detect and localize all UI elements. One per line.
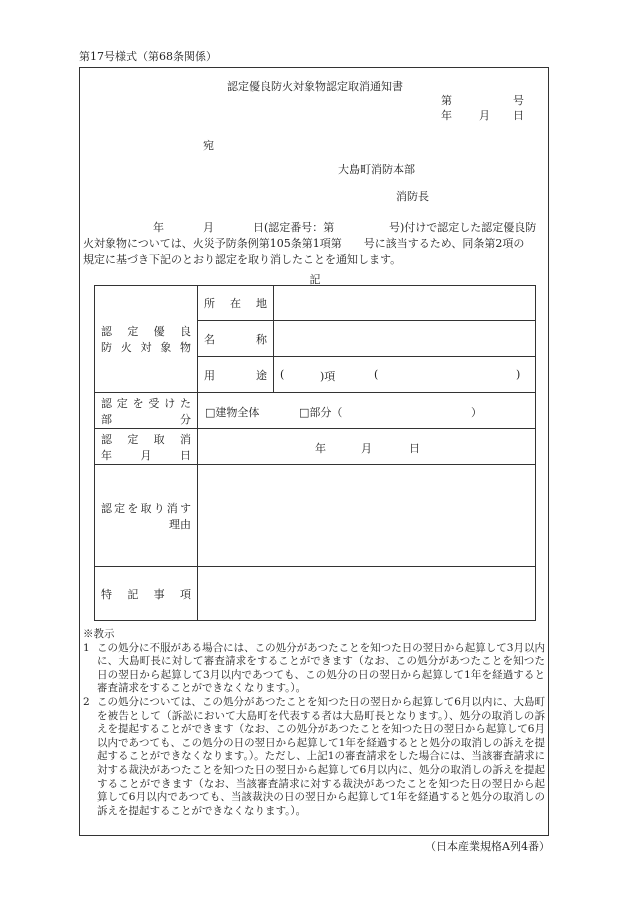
form-number: 第17号様式（第68条関係） (79, 50, 217, 63)
date-day: 日 (513, 109, 524, 122)
use-paren-open: ( (280, 367, 285, 381)
use-paren2-open: ( (374, 367, 379, 381)
notes-field[interactable] (198, 567, 536, 621)
notice-heading: ※教示 (83, 628, 115, 640)
addressee-suffix: 宛 (203, 139, 214, 152)
details-table (94, 285, 536, 621)
body-line2: 火対象物については、火災予防条例第105条第1項第 号に該当するため、同条第2項の (83, 237, 525, 250)
scope-label-line1: 認 定 を 受 け た (101, 396, 191, 410)
scope-part-close: ） (471, 405, 482, 419)
cancel-year: 年 (315, 441, 326, 455)
scope-label-cell (95, 393, 198, 429)
scope-field[interactable] (198, 393, 536, 429)
cancel-date-field[interactable] (198, 429, 536, 465)
notes-label: 特 記 事 項 (101, 587, 191, 601)
ki-mark: 記 (309, 273, 321, 286)
use-kou: )項 (320, 369, 336, 383)
body-year: 年 (153, 221, 164, 234)
date-year: 年 (441, 109, 452, 122)
scope-whole-checkbox[interactable]: □建物全体 (205, 405, 260, 419)
name-field[interactable] (274, 321, 536, 357)
scope-part-checkbox[interactable]: □部分（ (299, 405, 343, 419)
cancel-month: 月 (361, 441, 372, 455)
use-label: 用 途 (204, 368, 267, 382)
number-prefix: 第 (441, 94, 452, 107)
cancel-day: 日 (409, 441, 420, 455)
group-label-line1: 認 定 優 良 (101, 325, 191, 338)
document-title: 認定優良防火対象物認定取消通知書 (227, 80, 403, 93)
notice-item-2-number: 2 (83, 695, 90, 708)
date-month: 月 (479, 109, 490, 122)
reason-label-cell (95, 465, 198, 567)
cancel-date-label-cell (95, 429, 198, 465)
notice-section (83, 628, 545, 818)
reason-field[interactable] (198, 465, 536, 567)
notice-item-1-number: 1 (83, 641, 90, 654)
notice-item-2-text: この処分については、この処分があつたことを知つた日の翌日から起算して6月以内に、大島町を被告として（訴訟において大島町を代表する者は大島町長となります。）、処分の取消しの訴えを提起することができます（なお、この処分があつたことを知つた日の翌日から起算して6月以内であつても、この処分の日の翌日から起算して1年を経過するとと処分の取消しの訴えを提起することができなくなります。）。ただし、上記1の審査請求をした場合には、当該審査請求に対する裁決があつたことを知つた日の翌日から起算して6月以内に、処分の取消しの訴えを提起することができます（なお、当該審査請求に対する裁決があつたことを知つた日の翌日から起算して6月以内であつても、当該裁決の日の翌日から起算して1年を経過すると処分の取消しの訴えを提起することができなくなります。）。 (97, 695, 545, 817)
sender-title: 消防長 (396, 190, 429, 203)
use-field[interactable] (274, 357, 536, 393)
name-label: 名 称 (204, 332, 267, 346)
group-label-line2: 防 火 対 象 物 (101, 341, 191, 354)
notice-item-1 (83, 642, 545, 696)
reason-label-line2: 理 由 (169, 517, 191, 531)
body-line3: 規定に基づき下記のとおり認定を取り消したことを通知します。 (83, 253, 402, 266)
scope-label-line2: 部 分 (101, 412, 191, 426)
use-paren2-close: ) (516, 367, 521, 381)
location-field[interactable] (274, 286, 536, 321)
cancel-date-label-line1: 認 定 取 消 (101, 432, 191, 446)
body-line1-end: 号)付けで認定した認定優良防 (389, 221, 537, 234)
paper-size-spec: （日本産業規格A列4番） (425, 840, 550, 853)
sender-organization: 大島町消防本部 (338, 163, 415, 176)
number-suffix: 号 (513, 94, 524, 107)
notice-item-2 (83, 696, 545, 818)
cancel-date-label-line2: 年 月 日 (101, 448, 191, 462)
reason-label-line1: 認 定 を 取 り 消 す (101, 501, 191, 515)
body-cert-number: 日(認定番号：第 (253, 221, 335, 234)
notice-item-1-text: この処分に不服がある場合には、この処分があつたことを知つた日の翌日から起算して3月以内に、大島町長に対して審査請求をすることができます（なお、この処分があつたことを知つた日の翌日から起算して3月以内であつても、この処分の日の翌日から起算して1年を経過すると審査請求をすることができなくなります。）。 (97, 641, 545, 695)
group-label-cell (95, 286, 198, 393)
location-label: 所 在 地 (204, 297, 267, 310)
body-month: 月 (203, 221, 214, 234)
